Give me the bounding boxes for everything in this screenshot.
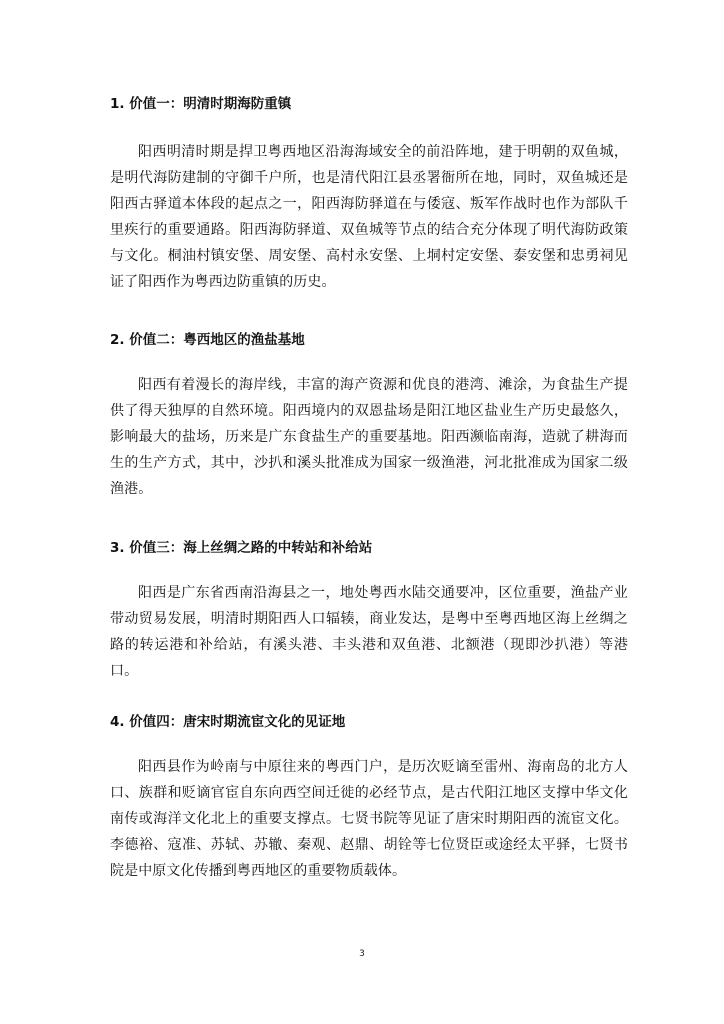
section-heading: 4. 价值四：唐宋时期流宦文化的见证地 <box>110 714 346 730</box>
section-4 <box>110 712 628 884</box>
section-heading: 3. 价值三：海上丝绸之路的中转站和补给站 <box>110 540 373 556</box>
section-paragraph: 阳西明清时期是捍卫粤西地区沿海海域安全的前沿阵地，建于明朝的双鱼城，是明代海防建制的守御千户所，也是清代阳江县丞署衙所在地，同时，双鱼城还是阳西古驿道本体段的起点之一，阳西海防驿道在与倭寇、叛军作战时也作为部队千里疾行的重要通路。阳西海防驿道、双鱼城等节点的结合充分体现了明代海防政策与文化。桐油村镇安堡、周安堡、高村永安堡、上垌村定安堡、泰安堡和忠勇祠见证了阳西作为粤西边防重镇的历史。 <box>110 144 628 290</box>
section-paragraph: 阳西有着漫长的海岸线，丰富的海产资源和优良的港湾、滩涂，为食盐生产提供了得天独厚的自然环境。阳西境内的双恩盐场是阳江地区盐业生产历史最悠久，影响最大的盐场，历来是广东食盐生产的重要基地。阳西濒临南海，造就了耕海而生的生产方式，其中，沙扒和溪头批准成为国家一级渔港，河北批准成为国家二级渔港。 <box>110 377 628 497</box>
section-paragraph: 阳西县作为岭南与中原往来的粤西门户，是历次贬谪至雷州、海南岛的北方人口、族群和贬谪官宦自东向西空间迁徙的必经节点，是古代阳江地区支撑中华文化南传或海洋文化北上的重要支撑点。七贤书院等见证了唐宋时期阳西的流宦文化。李德裕、寇准、苏轼、苏辙、秦观、赵鼎、胡铨等七位贤臣或途经太平驿，七贤书院是中原文化传播到粤西地区的重要物质载体。 <box>110 759 628 879</box>
section-paragraph: 阳西是广东省西南沿海县之一，地处粤西水陆交通要冲，区位重要，渔盐产业带动贸易发展，明清时期阳西人口辐辏，商业发达，是粤中至粤西地区海上丝绸之路的转运港和补给站，有溪头港、丰头港和双鱼港、北额港（现即沙扒港）等港口。 <box>110 585 628 679</box>
section-3 <box>110 538 628 684</box>
section-heading: 1. 价值一：明清时期海防重镇 <box>110 96 292 112</box>
page-number: 3 <box>359 949 365 959</box>
section-heading: 2. 价值二：粤西地区的渔盐基地 <box>110 332 305 348</box>
section-1 <box>110 94 628 295</box>
section-2 <box>110 330 628 502</box>
